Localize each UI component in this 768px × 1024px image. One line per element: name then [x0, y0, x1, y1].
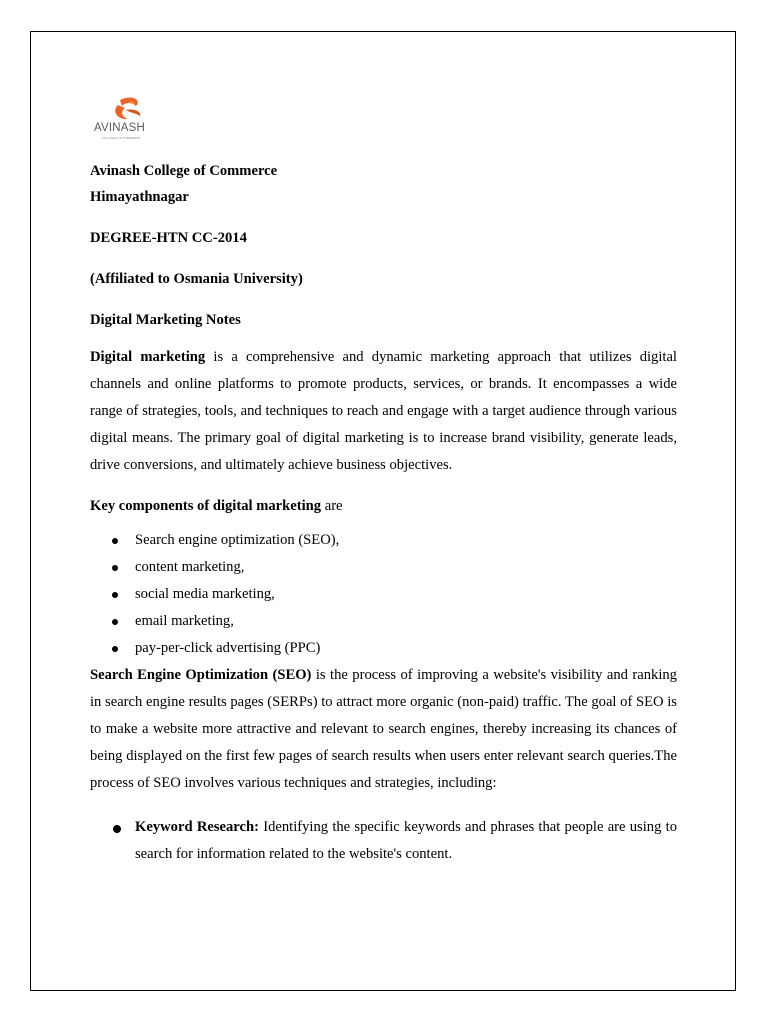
seo-text: is the process of improving a website's visibility and ranking in search engine results pages (SERPs) to attract more organic (non-paid) traffic. The goal of SEO is to make a website more attractive and relevant to search engines, thereby increasing its chances of being displayed on the first few pages of search results when users enter relevant search queries.The process of SEO involves various techniques and strategies, including: — [90, 667, 677, 791]
technique-text: Identifying the specific keywords and phrases that people are using to search for information related to the website's content. — [135, 819, 677, 862]
intro-term: Digital marketing — [90, 349, 206, 365]
components-heading — [90, 493, 677, 520]
seo-paragraph — [90, 662, 677, 797]
list-item — [90, 814, 677, 868]
affiliation: (Affiliated to Osmania University) — [90, 271, 303, 287]
intro-text: is a comprehensive and dynamic marketing approach that utilizes digital channels and online platforms to promote products, services, or brands. It encompasses a wide range of strategies, tools, and techniques to reach and engage with a target audience through various digital means. The primary goal of digital marketing is to increase brand visibility, generate leads, drive conversions, and ultimately achieve business objectives. — [90, 349, 677, 473]
document-body — [90, 96, 677, 868]
college-location: Himayathnagar — [90, 189, 189, 205]
bullet-icon — [112, 619, 118, 625]
list-item — [90, 608, 677, 635]
list-item — [90, 635, 677, 662]
list-item — [90, 581, 677, 608]
seo-term: Search Engine Optimization (SEO) — [90, 667, 312, 683]
techniques-list — [90, 814, 677, 868]
logo-wordmark: AVINASH — [94, 122, 146, 134]
college-name: Avinash College of Commerce — [90, 163, 278, 179]
notes-title: Digital Marketing Notes — [90, 312, 241, 328]
intro-paragraph — [90, 344, 677, 479]
college-logo — [92, 96, 162, 144]
list-item-text: email marketing, — [135, 613, 234, 629]
list-item-text: content marketing, — [135, 559, 245, 575]
list-item-text: Search engine optimization (SEO), — [135, 532, 340, 548]
list-item-text: pay-per-click advertising (PPC) — [135, 640, 321, 656]
list-item — [90, 527, 677, 554]
bullet-icon — [112, 538, 118, 544]
bullet-icon — [112, 646, 118, 652]
bullet-icon — [112, 565, 118, 571]
list-item — [90, 554, 677, 581]
degree-code: DEGREE-HTN CC-2014 — [90, 230, 247, 246]
logo-tagline: COLLEGE OF COMMERCE — [102, 137, 141, 140]
components-heading-suffix: are — [321, 498, 343, 514]
components-heading-bold: Key components of digital marketing — [90, 498, 322, 514]
components-list — [90, 527, 677, 662]
bullet-icon — [113, 825, 121, 833]
bullet-icon — [112, 592, 118, 598]
list-item-text: social media marketing, — [135, 586, 275, 602]
logo-emblem-icon — [92, 96, 162, 124]
technique-term: Keyword Research: — [135, 819, 259, 835]
